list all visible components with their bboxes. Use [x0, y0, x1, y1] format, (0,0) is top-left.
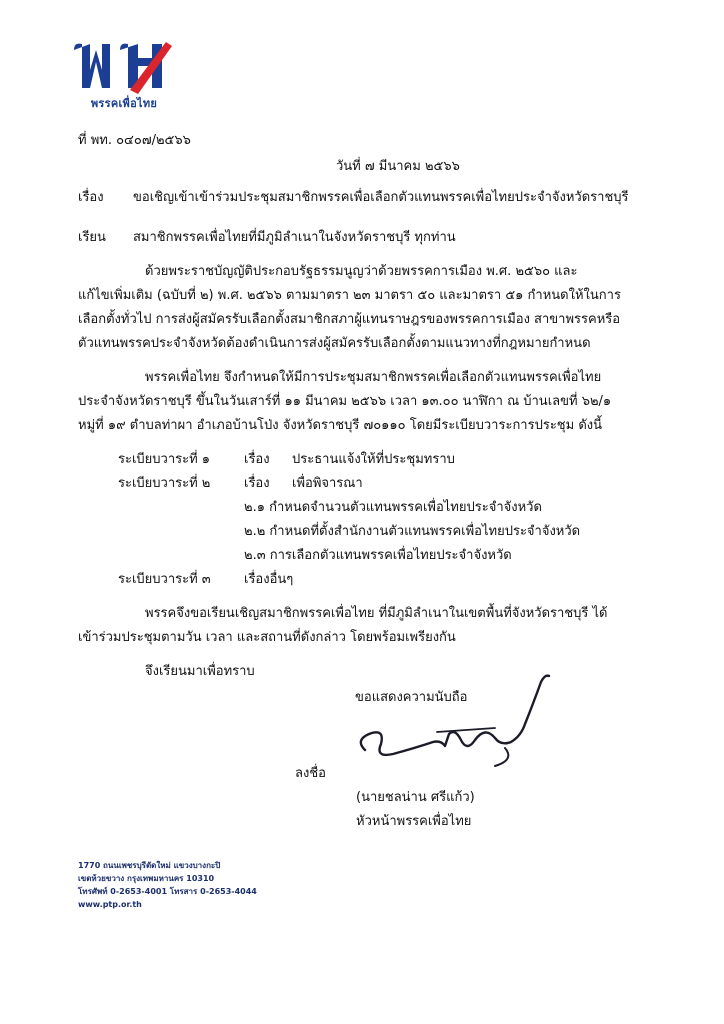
- agenda-subitem: ๒.๒ กำหนดที่ตั้งสำนักงานตัวแทนพรรคเพื่อไทยประจำจังหวัด: [244, 524, 581, 539]
- agenda-subitem: ๒.๑ กำหนดจำนวนตัวแทนพรรคเพื่อไทยประจำจังหวัด: [244, 500, 542, 515]
- agenda-subitem: ๒.๓ การเลือกตัวแทนพรรคเพื่อไทยประจำจังหวัด: [244, 548, 512, 563]
- paragraph-line: หมู่ที่ ๑๙ ตำบลท่าผา อำเภอบ้านโป่ง จังหวัดราชบุรี ๗๐๑๑๐ โดยมีระเบียบวาระการประชุม ดังนี้: [78, 418, 603, 433]
- paragraph-line: พรรคจึงขอเรียนเชิญสมาชิกพรรคเพื่อไทย ที่มีภูมิลำเนาในเขตพื้นที่จังหวัดราชบุรี ได้: [145, 606, 608, 621]
- agenda-number: ระเบียบวาระที่ ๑: [118, 452, 211, 467]
- party-logo: [68, 40, 180, 114]
- signer-name: (นายชลน่าน ศรีแก้ว): [356, 790, 475, 805]
- recipient-text: สมาชิกพรรคเพื่อไทยที่มีภูมิลำเนาในจังหวัดราชบุรี ทุกท่าน: [133, 230, 456, 245]
- agenda-label: เรื่องอื่นๆ: [244, 572, 294, 587]
- regards-line: ขอแสดงความนับถือ: [355, 690, 468, 705]
- agenda-number: ระเบียบวาระที่ ๓: [118, 572, 211, 587]
- paragraph-line: ประจำจังหวัดราชบุรี ขึ้นในวันเสาร์ที่ ๑๑ มีนาคม ๒๕๖๖ เวลา ๑๓.๐๐ นาฬิกา ณ บ้านเลขที่ ๖๒/๑: [78, 394, 612, 409]
- recipient-label: เรียน: [78, 230, 106, 245]
- subject-label: เรื่อง: [78, 190, 104, 205]
- footer-address-line: เขตห้วยขวาง กรุงเทพมหานคร 10310: [78, 874, 215, 883]
- footer-website: www.ptp.or.th: [78, 900, 142, 909]
- signer-title: หัวหน้าพรรคเพื่อไทย: [356, 814, 472, 829]
- paragraph-line: เลือกตั้งทั่วไป การส่งผู้สมัครรับเลือกตั้งสมาชิกสภาผู้แทนราษฎรของพรรคการเมือง สาขาพรรคหรือ: [78, 312, 621, 327]
- handwritten-signature: [345, 670, 565, 770]
- logo-wordmark: พรรคเพื่อไทย: [90, 97, 158, 110]
- agenda-text: ประธานแจ้งให้ที่ประชุมทราบ: [292, 452, 455, 467]
- reference-number: ที่ พท. ๐๔๐๗/๒๕๖๖: [78, 133, 191, 148]
- paragraph-line: พรรคเพื่อไทย จึงกำหนดให้มีการประชุมสมาชิกพรรคเพื่อเลือกตัวแทนพรรคเพื่อไทย: [145, 370, 602, 385]
- party-logo-mark: [68, 40, 180, 96]
- agenda-number: ระเบียบวาระที่ ๒: [118, 476, 211, 491]
- subject-text: ขอเชิญเข้าเข้าร่วมประชุมสมาชิกพรรคเพื่อเลือกตัวแทนพรรคเพื่อไทยประจำจังหวัดราชบุรี: [133, 190, 629, 205]
- agenda-text: เพื่อพิจารณา: [292, 476, 363, 491]
- agenda-label: เรื่อง: [244, 452, 270, 467]
- footer-address-line: 1770 ถนนเพชรบุรีตัดใหม่ แขวงบางกะปิ: [78, 861, 221, 870]
- agenda-label: เรื่อง: [244, 476, 270, 491]
- paragraph-line: แก้ไขเพิ่มเติม (ฉบับที่ ๒) พ.ศ. ๒๕๖๖ ตามมาตรา ๒๓ มาตรา ๕๐ และมาตรา ๕๑ กำหนดให้ในการ: [78, 288, 621, 303]
- paragraph-line: ด้วยพระราชบัญญัติประกอบรัฐธรรมนูญว่าด้วยพรรคการเมือง พ.ศ. ๒๕๖๐ และ: [145, 264, 578, 279]
- sign-label: ลงชื่อ: [295, 766, 326, 781]
- paragraph-line: ตัวแทนพรรคประจำจังหวัดต้องดำเนินการส่งผู้สมัครรับเลือกตั้งตามแนวทางที่กฎหมายกำหนด: [78, 336, 591, 351]
- letter-date: วันที่ ๗ มีนาคม ๒๕๖๖: [336, 159, 460, 174]
- footer-phone: โทรศัพท์ 0-2653-4001 โทรสาร 0-2653-4044: [78, 887, 257, 896]
- closing-line: จึงเรียนมาเพื่อทราบ: [145, 664, 255, 679]
- paragraph-line: เข้าร่วมประชุมตามวัน เวลา และสถานที่ดังกล่าว โดยพร้อมเพรียงกัน: [78, 630, 456, 645]
